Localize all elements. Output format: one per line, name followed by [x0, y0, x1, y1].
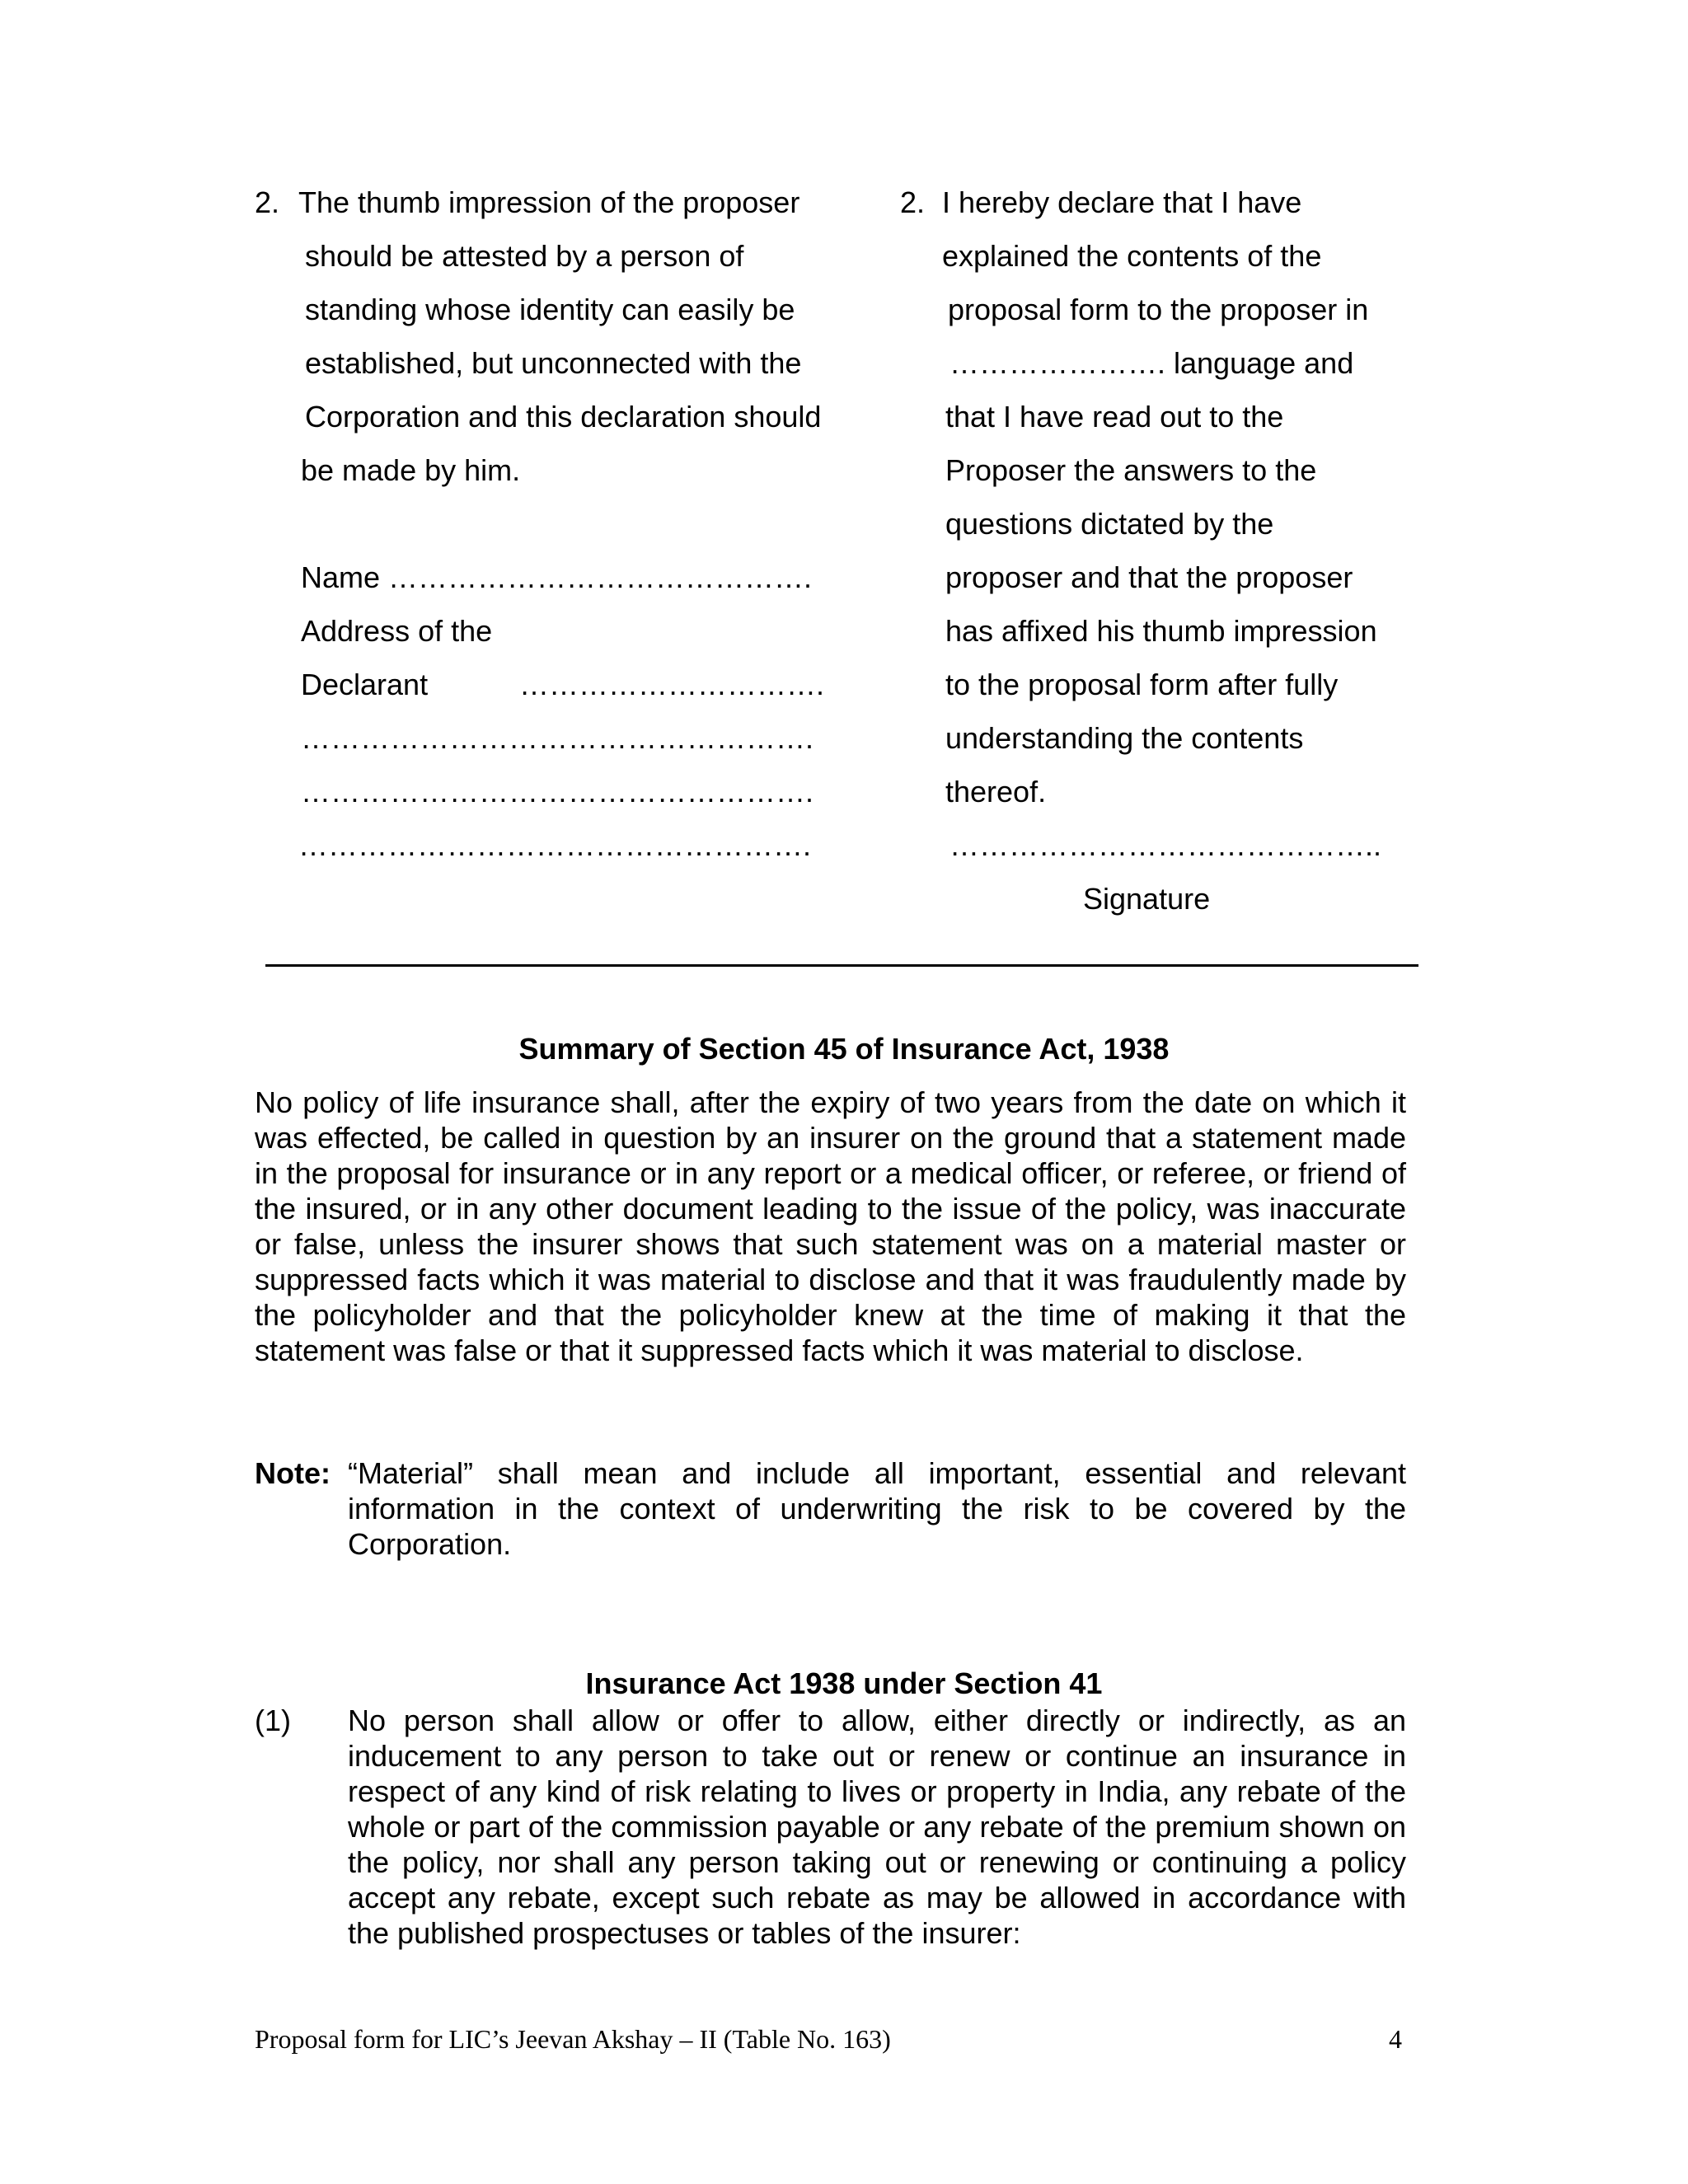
right-text-line-9: has affixed his thumb impression	[945, 614, 1377, 648]
left-item-number: 2.	[255, 185, 280, 219]
right-text-line-2: explained the contents of the	[942, 239, 1322, 273]
signature-line: ……………………………………..	[950, 828, 1382, 862]
right-text-line-4: …………………. language and	[950, 346, 1354, 380]
section41-title: Insurance Act 1938 under Section 41	[585, 1666, 1103, 1700]
section-divider	[265, 964, 1418, 967]
section41-item-text: No person shall allow or offer to allow, either directly or indirectly, as an inducement to any person to take out or renew or continue an insurance in respect of any kind of risk relating to lives or property in India, any rebate of the whole or part of the commission payable or any rebate of the premium shown on the policy, nor shall any person taking out or renewing or continuing a policy accept any rebate, except such rebate as may be allowed in accordance with the published prospectuses or tables of the insurer:	[348, 1704, 1406, 1950]
declarant-address-dots-2: …………………………………………….	[301, 721, 814, 755]
left-text-line-5: Corporation and this declaration should	[305, 400, 822, 434]
left-text-line-3: standing whose identity can easily be	[305, 293, 795, 326]
declarant-address-dots-3: …………………………………………….	[301, 775, 814, 808]
right-item-number: 2.	[900, 185, 926, 219]
right-text-line-3: proposal form to the proposer in	[948, 293, 1369, 326]
footer-title: Proposal form for LIC’s Jeevan Akshay – II (Table No. 163)	[255, 2024, 891, 2054]
right-text-line-10: to the proposal form after fully	[945, 668, 1339, 701]
declarant-name-field: Name …………………………………….	[301, 560, 813, 594]
right-text-line-1: I hereby declare that I have	[942, 185, 1302, 219]
right-text-line-12: thereof.	[945, 775, 1047, 808]
note-label: Note:	[255, 1456, 331, 1490]
right-text-line-5: that I have read out to the	[945, 400, 1284, 434]
declarant-address-label: Address of the	[301, 614, 493, 648]
right-text-line-11: understanding the contents	[945, 721, 1304, 755]
note-text: “Material” shall mean and include all important, essential and relevant information in the context of underwriting the risk to be covered by the Corporation.	[348, 1456, 1406, 1561]
declarant-label: Declarant	[301, 668, 429, 701]
declarant-address-dots-1: ………………………….	[519, 668, 825, 701]
declarant-address-dots-4: …………………………………………….	[298, 828, 812, 862]
right-text-line-8: proposer and that the proposer	[945, 560, 1353, 594]
left-text-line-1: The thumb impression of the proposer	[298, 185, 800, 219]
section45-title: Summary of Section 45 of Insurance Act, 1938	[518, 1032, 1170, 1066]
signature-label: Signature	[1083, 882, 1211, 916]
page-number: 4	[1389, 2024, 1402, 2054]
left-text-line-2: should be attested by a person of	[305, 239, 744, 273]
right-text-line-6: Proposer the answers to the	[945, 453, 1317, 487]
left-text-line-6: be made by him.	[301, 453, 521, 487]
section45-body: No policy of life insurance shall, after the expiry of two years from the date on which it was effected, be called in question by an insurer on the ground that a statement made in the proposal for insurance or in any report or a medical officer, or referee, or friend of the insured, or in any other document leading to the issue of the policy, was inaccurate or false, unless the insurer shows that such statement was on a material master or suppressed facts which it was material to disclose and that it was fraudulently made by the policyholder and that the policyholder knew at the time of making it that the statement was false or that it suppressed facts which it was material to disclose.	[255, 1085, 1406, 1367]
right-text-line-7: questions dictated by the	[945, 507, 1274, 541]
section41-item-number: (1)	[255, 1704, 291, 1737]
left-text-line-4: established, but unconnected with the	[305, 346, 802, 380]
